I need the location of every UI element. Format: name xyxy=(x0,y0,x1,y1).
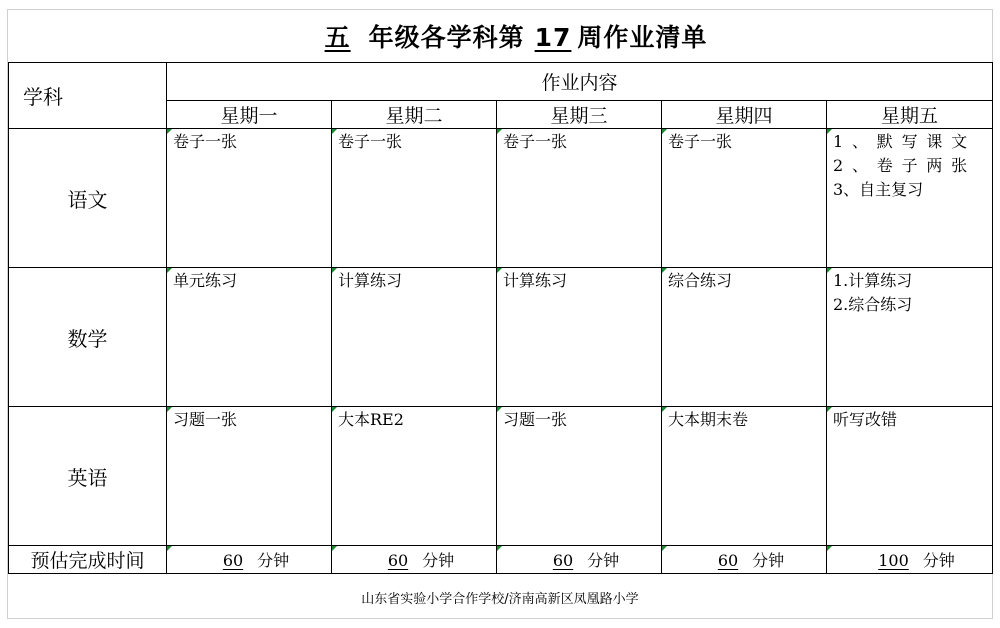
subject-name: 语文 xyxy=(9,129,167,268)
cell-comment-marker xyxy=(662,268,667,273)
task-cell xyxy=(332,268,497,407)
task-line: 卷子一张 xyxy=(338,132,403,151)
homework-table xyxy=(8,62,993,574)
task-cell xyxy=(497,129,662,268)
time-cell xyxy=(332,546,497,574)
subject-header-cell xyxy=(9,63,167,129)
task-line: 卷子一张 xyxy=(668,132,733,151)
task-line: 习题一张 xyxy=(503,410,568,429)
grade-value: 五 xyxy=(324,23,351,52)
task-cell xyxy=(827,129,993,268)
task-line: 综合练习 xyxy=(668,271,733,290)
school-footer: 山东省实验小学合作学校/济南高新区凤凰路小学 xyxy=(361,592,639,607)
day-header: 星期五 xyxy=(880,105,938,127)
subject-row xyxy=(9,129,993,268)
task-cell xyxy=(167,407,332,546)
task-line: 听写改错 xyxy=(833,410,898,429)
time-unit: 分钟 xyxy=(752,551,785,570)
task-cell xyxy=(497,407,662,546)
day-header-cell xyxy=(827,101,993,129)
task-cell xyxy=(827,407,993,546)
subject-name: 英语 xyxy=(9,407,167,546)
cell-comment-marker xyxy=(662,407,667,412)
time-unit: 分钟 xyxy=(257,551,290,570)
task-line: 大本RE2 xyxy=(338,410,404,429)
cell-comment-marker xyxy=(662,129,667,134)
subject-row xyxy=(9,268,993,407)
time-unit: 分钟 xyxy=(422,551,455,570)
task-line: 2.综合练习 xyxy=(833,295,913,314)
task-line: 习题一张 xyxy=(173,410,238,429)
cell-comment-marker xyxy=(827,407,832,412)
time-value: 100 xyxy=(878,551,909,570)
task-line: 1、默写课文 xyxy=(833,132,976,151)
task-cell xyxy=(332,129,497,268)
day-header: 星期二 xyxy=(385,105,443,127)
time-value: 60 xyxy=(552,551,574,570)
subject-row xyxy=(9,407,993,546)
day-header-cell xyxy=(167,101,332,129)
day-header: 星期一 xyxy=(220,105,278,127)
subject-header: 学科 xyxy=(23,85,63,109)
content-header: 作业内容 xyxy=(541,72,618,94)
title-mid-text: 年级各学科第 xyxy=(368,23,525,52)
task-cell xyxy=(662,268,827,407)
cell-comment-marker xyxy=(167,546,172,551)
cell-comment-marker xyxy=(497,546,502,551)
task-cell xyxy=(827,268,993,407)
day-header-cell xyxy=(662,101,827,129)
time-value: 60 xyxy=(387,551,409,570)
task-line: 卷子一张 xyxy=(503,132,568,151)
task-line: 2、卷子两张 xyxy=(833,156,976,175)
week-number: 17 xyxy=(534,23,572,52)
time-cell xyxy=(827,546,993,574)
cell-comment-marker xyxy=(497,407,502,412)
cell-comment-marker xyxy=(332,407,337,412)
time-value: 60 xyxy=(222,551,244,570)
task-line: 大本期末卷 xyxy=(668,410,749,429)
page-title xyxy=(0,18,1000,54)
cell-comment-marker xyxy=(332,268,337,273)
time-unit: 分钟 xyxy=(587,551,620,570)
cell-comment-marker xyxy=(332,546,337,551)
task-cell xyxy=(497,268,662,407)
cell-comment-marker xyxy=(827,546,832,551)
cell-comment-marker xyxy=(827,268,832,273)
task-line: 1.计算练习 xyxy=(833,271,913,290)
task-cell xyxy=(662,407,827,546)
subject-name: 数学 xyxy=(9,268,167,407)
cell-comment-marker xyxy=(662,546,667,551)
time-unit: 分钟 xyxy=(922,551,955,570)
time-cell xyxy=(497,546,662,574)
task-cell xyxy=(332,407,497,546)
task-line: 3、自主复习 xyxy=(833,180,924,199)
cell-comment-marker xyxy=(497,268,502,273)
day-header-cell xyxy=(332,101,497,129)
task-line: 卷子一张 xyxy=(173,132,238,151)
content-header-cell xyxy=(167,63,993,101)
cell-comment-marker xyxy=(167,407,172,412)
time-row xyxy=(9,546,993,574)
task-cell xyxy=(167,129,332,268)
day-header: 星期三 xyxy=(550,105,608,127)
day-header-cell xyxy=(497,101,662,129)
task-line: 计算练习 xyxy=(503,271,568,290)
time-label: 预估完成时间 xyxy=(9,546,167,574)
cell-comment-marker xyxy=(827,129,832,134)
time-cell xyxy=(662,546,827,574)
time-value: 60 xyxy=(717,551,739,570)
cell-comment-marker xyxy=(497,129,502,134)
cell-comment-marker xyxy=(167,268,172,273)
task-line: 计算练习 xyxy=(338,271,403,290)
task-cell xyxy=(662,129,827,268)
day-header: 星期四 xyxy=(715,105,773,127)
task-line: 单元练习 xyxy=(173,271,238,290)
task-cell xyxy=(167,268,332,407)
title-end-text: 周作业清单 xyxy=(577,23,708,52)
cell-comment-marker xyxy=(332,129,337,134)
cell-comment-marker xyxy=(167,129,172,134)
time-cell xyxy=(167,546,332,574)
